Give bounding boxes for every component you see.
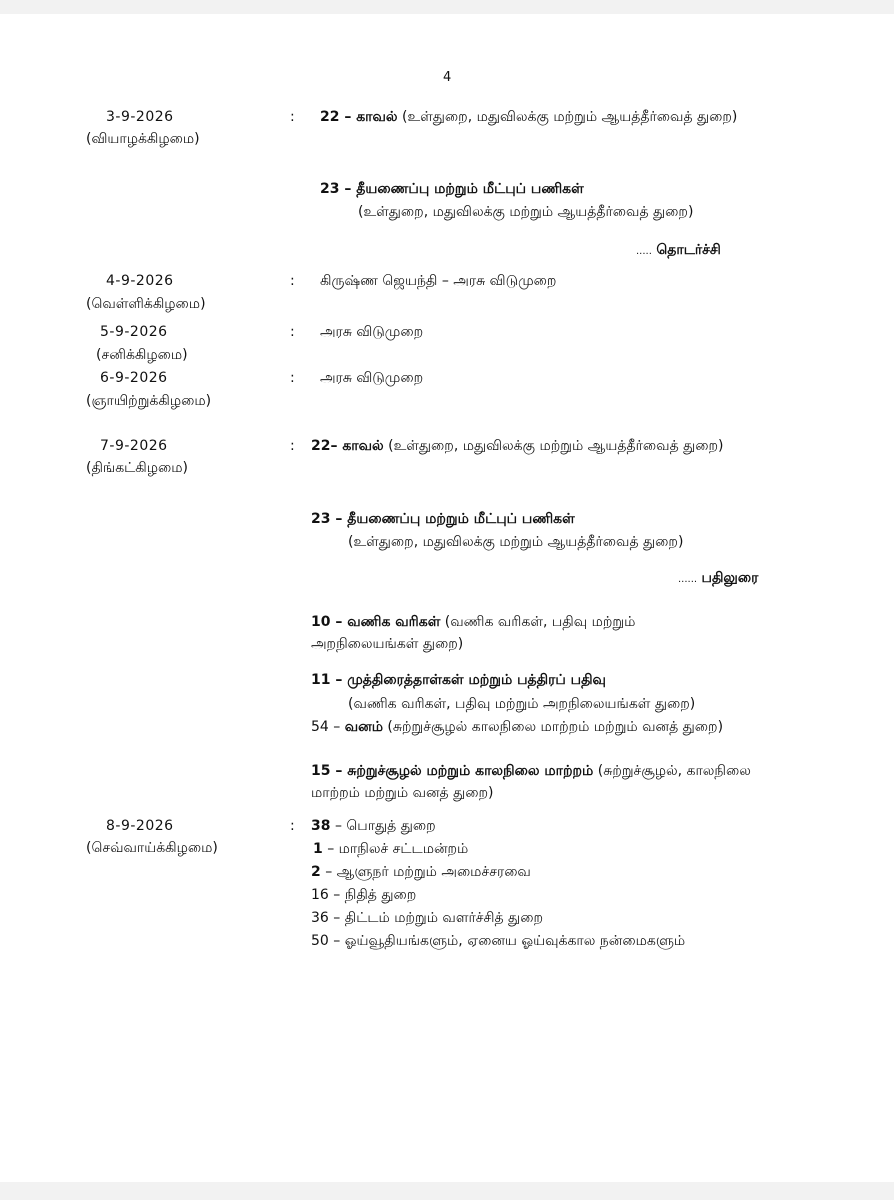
entry-text: அரசு விடுமுறை	[320, 324, 424, 340]
demand-title: 22 – காவல்	[320, 109, 398, 125]
colon: :	[290, 273, 295, 289]
entry-day: (வியாழக்கிழமை)	[86, 131, 200, 147]
demand-text: – பொதுத் துறை	[334, 818, 436, 834]
demand-title: 11 – முத்திரைத்தாள்கள் மற்றும் பத்திரப் பதிவு	[311, 672, 606, 688]
demand-title: 22– காவல்	[311, 438, 384, 454]
status-text: பதிலுரை	[701, 570, 759, 586]
demand-text: – திட்டம் மற்றும் வளர்ச்சித் துறை	[333, 910, 543, 926]
demand-dept: (உள்துறை, மதுவிலக்கு மற்றும் ஆயத்தீர்வைத் துறை)	[348, 534, 684, 550]
colon: :	[290, 109, 295, 125]
colon: :	[290, 818, 295, 834]
status-line	[636, 239, 721, 263]
entry-day: (திங்கட்கிழமை)	[86, 460, 189, 476]
entry-text: கிருஷ்ண ஜெயந்தி – அரசு விடுமுறை	[320, 273, 557, 289]
entry-date: 4-9-2026	[106, 273, 174, 289]
list-item	[311, 861, 531, 883]
list-item	[313, 838, 468, 860]
demand-dept: (உள்துறை, மதுவிலக்கு மற்றும் ஆயத்தீர்வைத் துறை)	[388, 438, 724, 454]
demand-number: 36	[311, 910, 329, 926]
status-dots: .....	[636, 246, 652, 257]
entry-day: (வெள்ளிக்கிழமை)	[86, 296, 206, 312]
status-dots: ......	[678, 574, 698, 585]
entry-day: (ஞாயிற்றுக்கிழமை)	[86, 393, 212, 409]
list-item	[311, 884, 416, 906]
demand-number: 50	[311, 933, 329, 949]
demand-number: 16	[311, 887, 329, 903]
colon: :	[290, 324, 295, 340]
demand-dept: (உள்துறை, மதுவிலக்கு மற்றும் ஆயத்தீர்வைத் துறை)	[401, 109, 738, 125]
list-item	[311, 930, 685, 952]
demand-line	[320, 106, 806, 128]
status-line	[678, 567, 758, 591]
demand-title: 23 – தீயணைப்பு மற்றும் மீட்புப் பணிகள்	[320, 181, 584, 197]
entry-date: 6-9-2026	[100, 370, 168, 386]
demand-number: 38	[311, 818, 331, 834]
demand-text: – ஓய்வூதியங்களும், ஏனைய ஓய்வுக்கால நன்மைகளும்	[333, 933, 686, 949]
demand-dept: (வணிக வரிகள், பதிவு மற்றும் அறநிலையங்கள் துறை)	[348, 696, 696, 712]
demand-title: வனம்	[344, 719, 383, 735]
demand-number: 1	[313, 841, 323, 857]
entry-date: 8-9-2026	[106, 818, 174, 834]
demand-dept: (சுற்றுச்சூழல், காலநிலை மாற்றம் மற்றும் வனத் துறை)	[311, 763, 751, 801]
entry-date: 7-9-2026	[100, 438, 168, 454]
demand-line	[311, 716, 815, 738]
demand-text: – மாநிலச் சட்டமன்றம்	[327, 841, 469, 857]
demand-title: 15 – சுற்றுச்சூழல் மற்றும் காலநிலை மாற்றம்	[311, 763, 594, 779]
status-text: தொடர்ச்சி	[656, 242, 721, 258]
demand-line	[311, 435, 815, 457]
demand-line	[311, 760, 791, 804]
demand-text: – நிதித் துறை	[333, 887, 417, 903]
entry-day: (சனிக்கிழமை)	[96, 347, 188, 363]
demand-dept: (சுற்றுச்சூழல் காலநிலை மாற்றம் மற்றும் வனத் துறை)	[387, 719, 724, 735]
demand-number: 2	[311, 864, 321, 880]
demand-line	[311, 611, 701, 655]
demand-text: – ஆளுநர் மற்றும் அமைச்சரவை	[325, 864, 531, 880]
page-number: 4	[443, 70, 452, 85]
demand-number: 54 –	[311, 719, 341, 735]
entry-date: 3-9-2026	[106, 109, 174, 125]
demand-title: 10 – வணிக வரிகள்	[311, 614, 441, 630]
list-item	[311, 907, 543, 929]
entry-text: அரசு விடுமுறை	[320, 370, 424, 386]
entry-date: 5-9-2026	[100, 324, 168, 340]
entry-day: (செவ்வாய்க்கிழமை)	[86, 840, 218, 856]
document-page	[0, 14, 894, 1182]
list-item	[311, 815, 436, 837]
demand-dept: (உள்துறை, மதுவிலக்கு மற்றும் ஆயத்தீர்வைத் துறை)	[358, 204, 694, 220]
demand-title: 23 – தீயணைப்பு மற்றும் மீட்புப் பணிகள்	[311, 511, 575, 527]
demand-dept: (வணிக வரிகள், பதிவு மற்றும் அறநிலையங்கள் துறை)	[311, 614, 636, 652]
colon: :	[290, 370, 295, 386]
colon: :	[290, 438, 295, 454]
